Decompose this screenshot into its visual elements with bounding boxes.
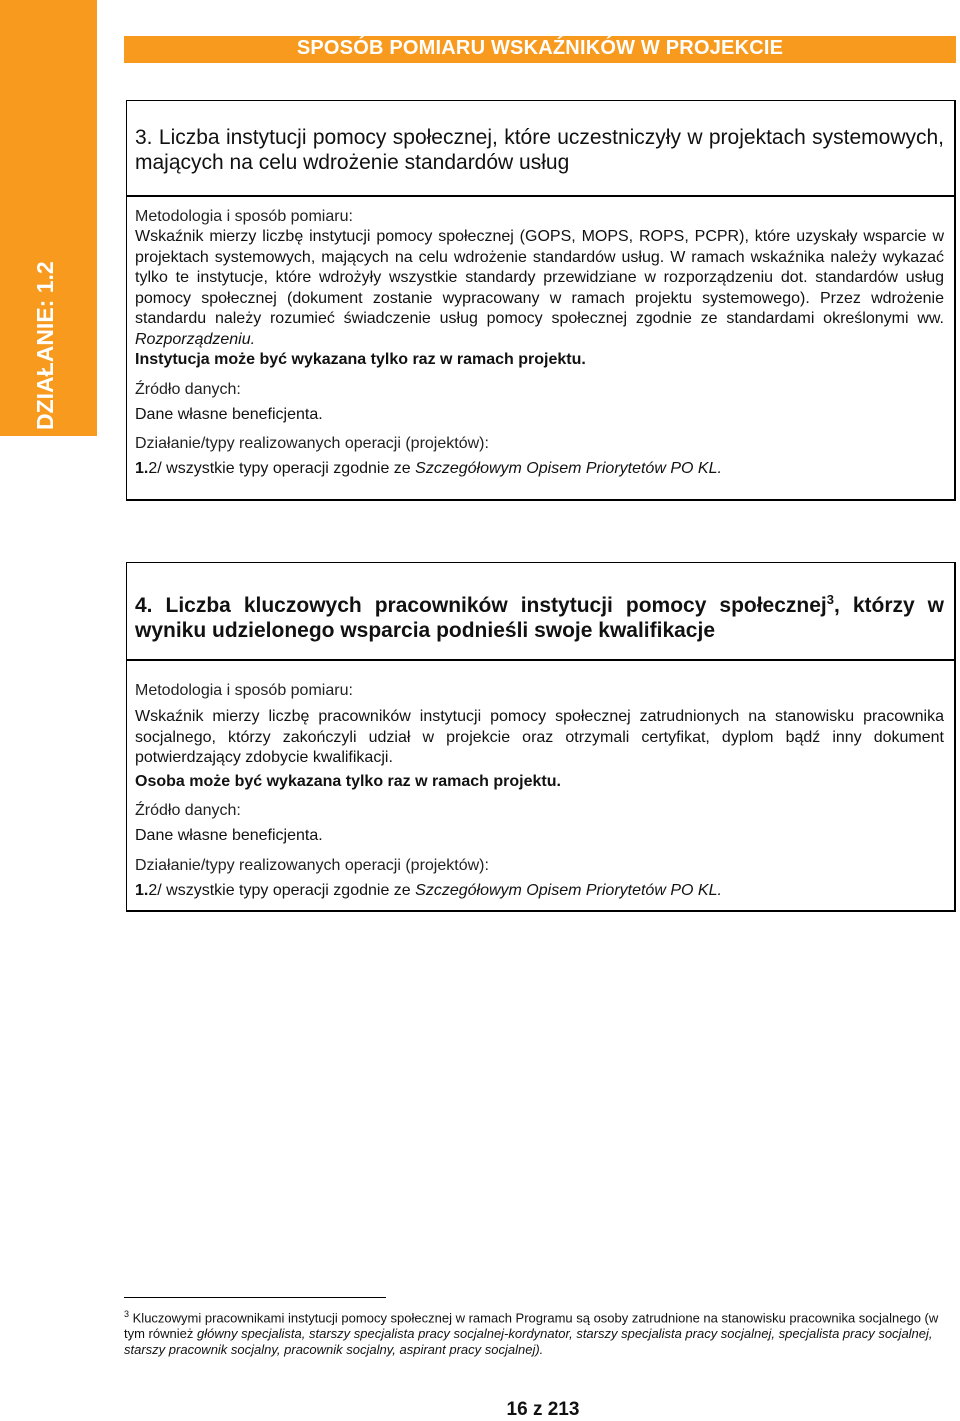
section-label: DZIAŁANIE: 1.2 xyxy=(32,261,58,430)
indicator-4-content xyxy=(135,681,944,901)
action-line xyxy=(135,881,944,902)
method-label: Metodologia i sposób pomiaru: xyxy=(135,682,353,699)
indicator-4-title-text: 4. Liczba kluczowych pracowników instytucji pomocy społecznej xyxy=(135,594,827,617)
footnote-separator xyxy=(124,1297,386,1298)
method-label: Metodologia i sposób pomiaru: xyxy=(135,208,353,225)
source-label: Źródło danych: xyxy=(135,380,241,398)
footnote-italic: główny specjalista, starszy specjalista pracy socjalnej-kordynator, starszy specjalista pracy socjalnej, specjalista pracy socjalnej, starszy pracownik socjalny, pracownik socjalny, aspirant pracy socjalnej). xyxy=(124,1326,933,1358)
indicator-4-title xyxy=(135,587,944,643)
method-bold-note: Instytucja może być wykazana tylko raz w ramach projektu. xyxy=(135,351,586,368)
action-number: 1. xyxy=(135,460,149,477)
indicator-3-title: 3. Liczba instytucji pomocy społecznej, które uczestniczyły w projektach systemowych, mających na celu wdrożenie standardów usług xyxy=(135,126,944,174)
source-label: Źródło danych: xyxy=(135,802,241,819)
indicator-3-content xyxy=(135,207,944,480)
indicator-4-title-rest: , którzy w wyniku udzielonego wsparcia podnieśli swoje kwalifikacje xyxy=(135,594,944,642)
footnote xyxy=(124,1306,946,1358)
method-text: Wskaźnik mierzy liczbę pracowników instytucji pomocy społecznej zatrudnionych na stanowisku pracownika socjalnego, którzy zakończyli udział w projekcie oraz otrzymali certyfikat, dyplom bądź inny dokument potwierdzający zdobycie kwalifikacji. xyxy=(135,708,944,766)
action-italic: Szczegółowym Opisem Priorytetów PO KL. xyxy=(415,881,722,899)
method-text xyxy=(135,227,944,350)
indicator-3-title-box xyxy=(126,100,956,197)
action-number: 1. xyxy=(135,881,149,899)
indicator-3-body-box xyxy=(126,196,956,501)
footnote-text: Kluczowymi pracownikami instytucji pomocy społecznej w ramach Programu są osoby zatrudnione na stanowisku pracownika socjalnego (w tym również xyxy=(124,1310,939,1342)
footnote-number: 3 xyxy=(124,1309,130,1319)
method-bold-note: Osoba może być wykazana tylko raz w ramach projektu. xyxy=(135,772,561,790)
indicator-4-title-box xyxy=(126,562,956,661)
action-text: 2/ wszystkie typy operacji zgodnie ze xyxy=(148,460,411,477)
header-bar xyxy=(124,36,956,63)
footnote-ref: 3 xyxy=(826,592,834,607)
method-text-body: Wskaźnik mierzy liczbę instytucji pomocy społecznej (GOPS, MOPS, ROPS, PCPR), które uzyskały wsparcie w projektach systemowych, mających na celu wdrożenie standardów usług. W ramach wskaźnika należy wykazać tylko te instytucje, które wdrożyły wszystkie standardy przewidziane w rozporządzeniu dot. standardów usług pomocy społecznej (dokument zostanie wypracowany w ramach projektu systemowego). Przez wdrożenie standardu należy rozumieć świadczenie usług pomocy społecznej zgodnie ze standardami określonymi ww. xyxy=(135,228,944,327)
source-text: Dane własne beneficjenta. xyxy=(135,827,323,844)
action-italic: Szczegółowym Opisem Priorytetów PO KL. xyxy=(415,460,722,477)
action-text: 2/ wszystkie typy operacji zgodnie ze xyxy=(148,881,411,899)
page-number: 16 z 213 xyxy=(506,1399,580,1420)
method-text-italic: Rozporządzeniu. xyxy=(135,330,256,348)
page-title: SPOSÓB POMIARU WSKAŹNIKÓW W PROJEKCIE xyxy=(296,37,784,59)
indicator-4-body-box xyxy=(126,660,956,912)
source-text: Dane własne beneficjenta. xyxy=(135,405,323,423)
action-label: Działanie/typy realizowanych operacji (projektów): xyxy=(135,856,489,874)
sidebar-band xyxy=(0,0,97,436)
action-label: Działanie/typy realizowanych operacji (projektów): xyxy=(135,435,489,452)
action-line xyxy=(135,459,944,480)
